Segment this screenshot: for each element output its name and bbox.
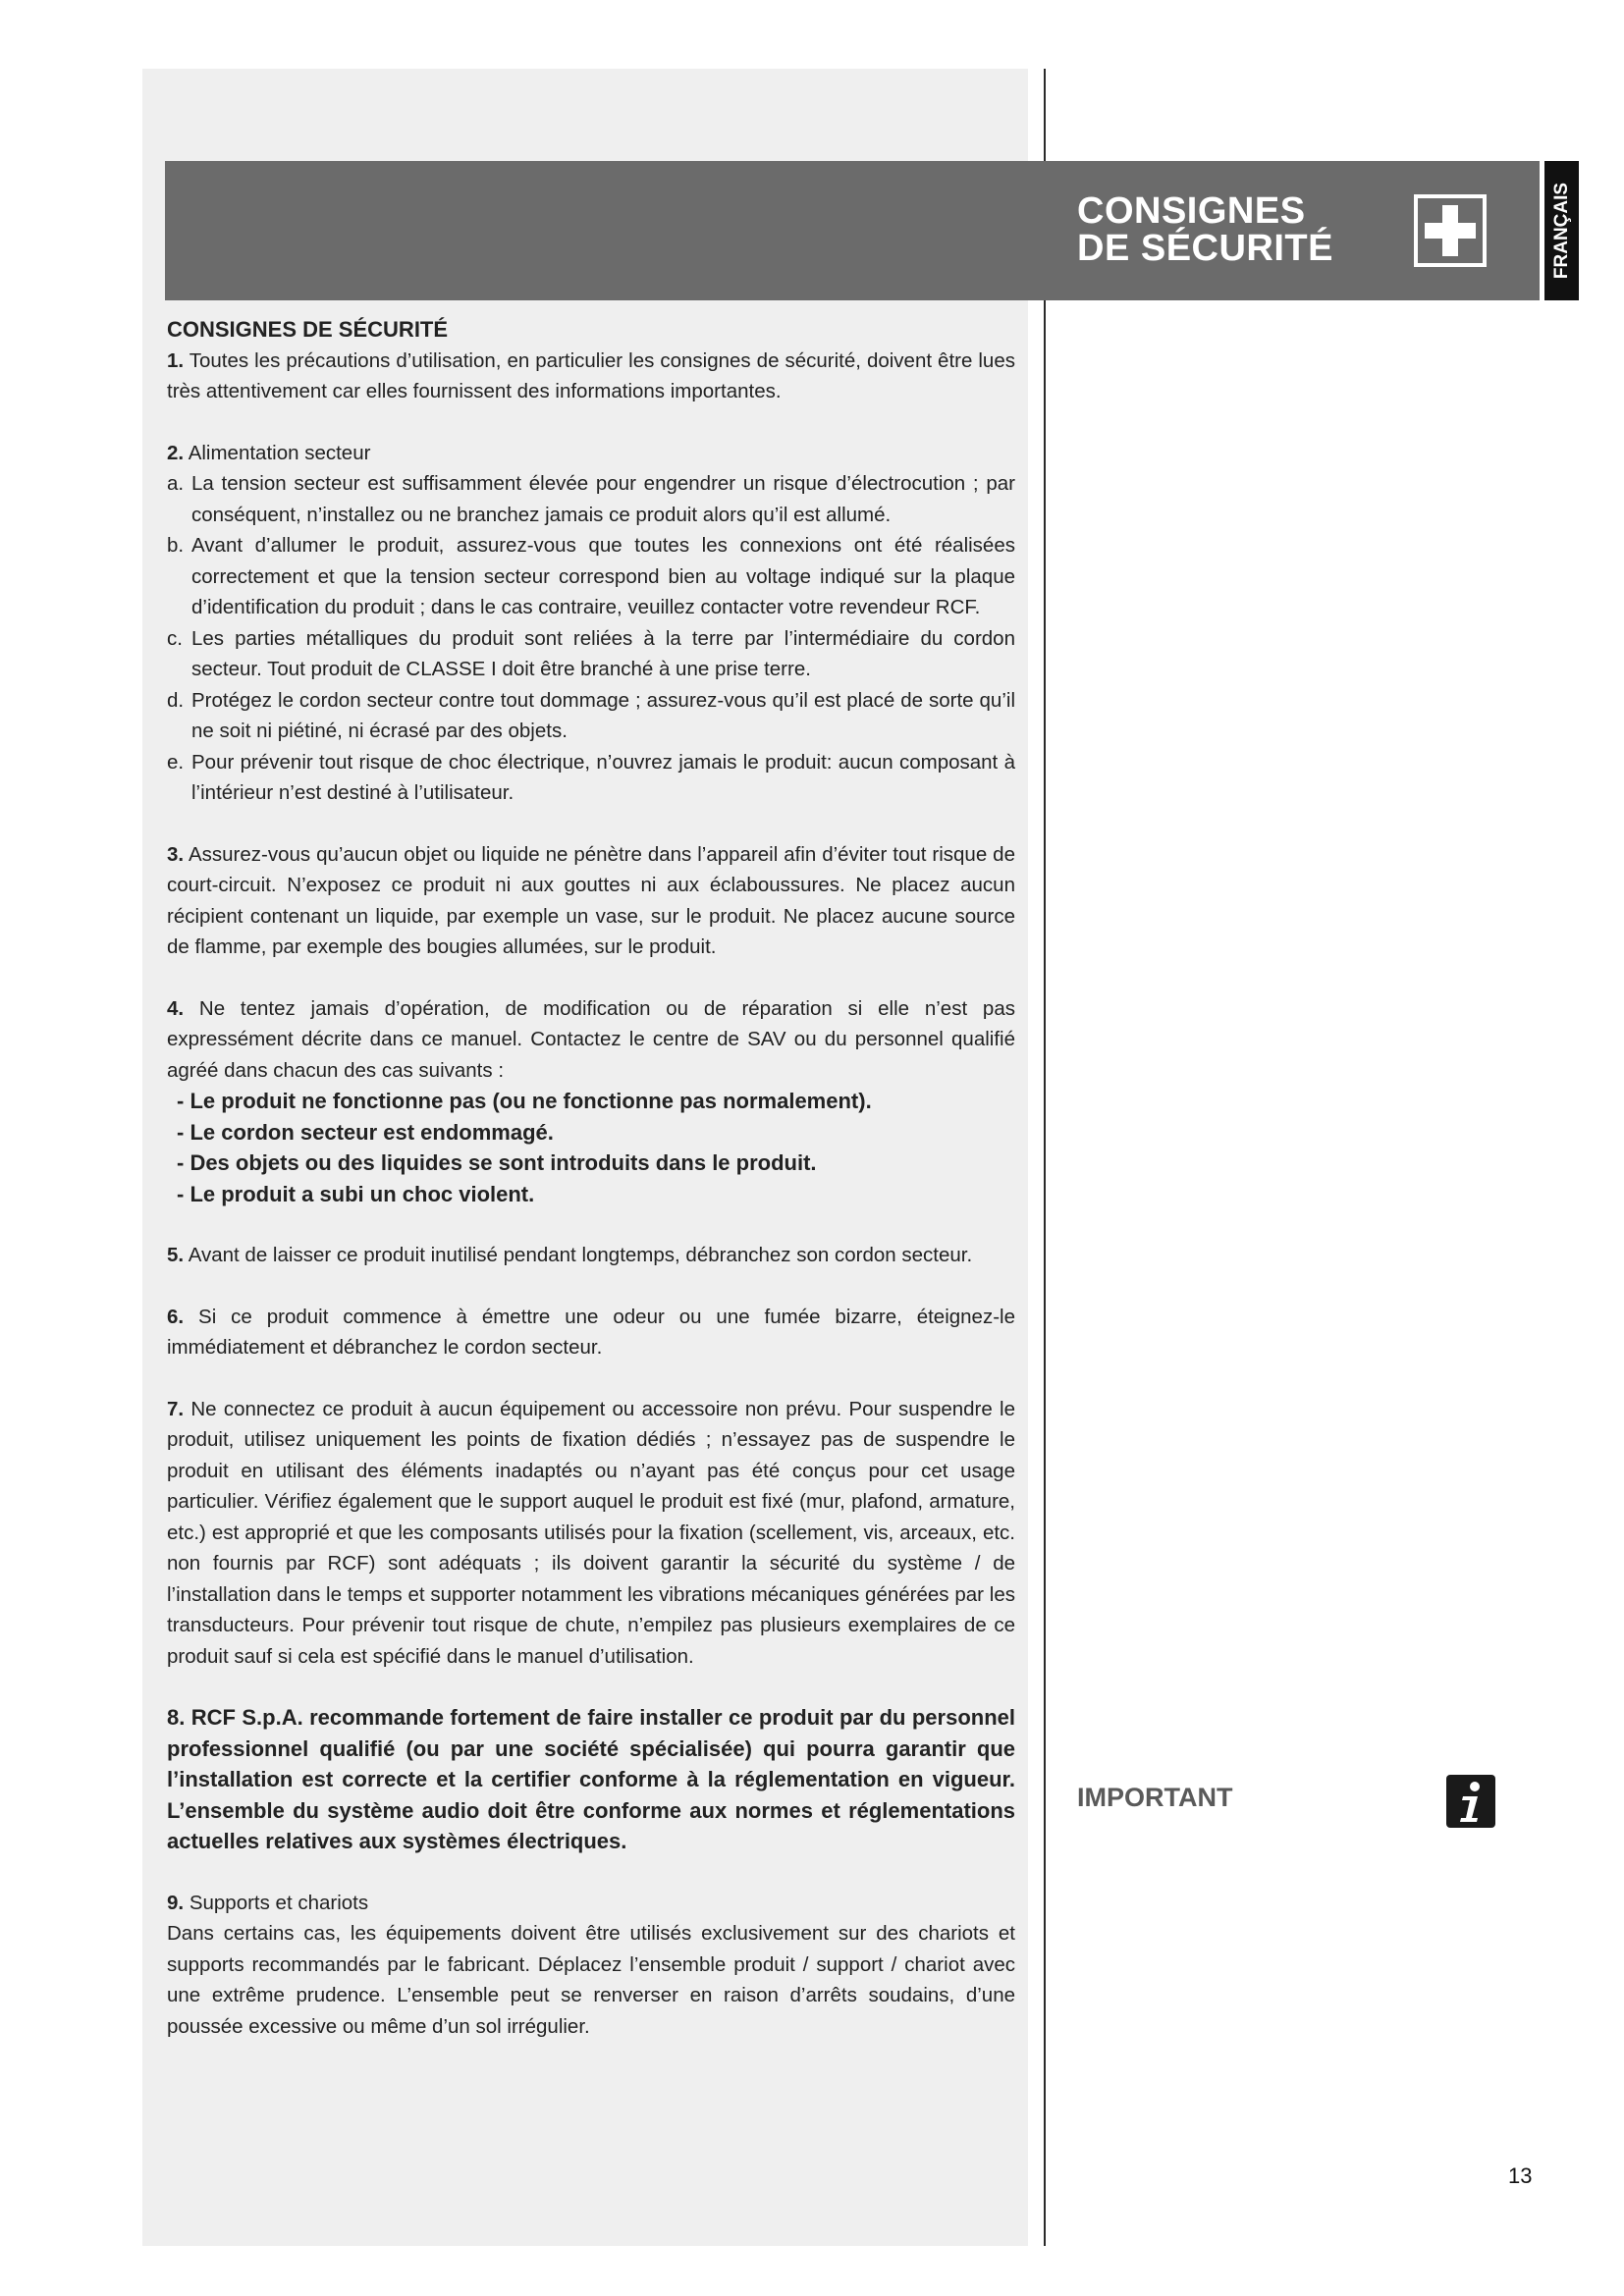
instruction-7: 7. Ne connectez ce produit à aucun équipement ou accessoire non prévu. Pour suspendre le produit, utilisez uniquement les points de fixation dédiés ; n’essayez pas de suspendre le produit en utilisant des éléments inadaptés ou n’ayant pas été conçus pour cet usage particulier. Vérifiez également que le support auquel le produit est fixé (mur, plafond, armature, etc.) est approprié et que les composants utilisés pour la fixation (scellement, vis, arceaux, etc. non fournis par RCF) sont adéquats ; ils doivent garantir la sécurité du système / de l’installation dans le temps et supporter notamment les vibrations mécaniques générées par les transducteurs. Pour prévenir tout risque de chute, n’empilez pas plusieurs exemplaires de ce produit sauf si cela est spécifié dans le manuel d’utilisation.: [167, 1397, 1015, 1668]
instruction-4-bullet-2: - Le cordon secteur est endommagé.: [177, 1119, 554, 1145]
section-title-line2: DE SÉCURITÉ: [1077, 228, 1333, 269]
instruction-2c: c. Les parties métalliques du produit sont reliées à la terre par l’intermédiaire du cordon secteur. Tout produit de CLASSE I doit être branché à une prise terre.: [167, 626, 1015, 680]
section-header-band: [165, 161, 1540, 300]
instruction-4-bullet-4: - Le produit a subi un choc violent.: [177, 1181, 535, 1206]
instruction-3: 3. Assurez-vous qu’aucun objet ou liquide ne pénètre dans l’appareil afin d’éviter tout risque de court-circuit. N’exposez ce produit ni aux gouttes ni aux éclaboussures. Ne placez aucun récipient contenant un liquide, par exemple un vase, sur le produit. Ne placez aucune source de flamme, par exemple des bougies allumées, sur le produit.: [167, 842, 1015, 958]
instruction-9-title: 9. Supports et chariots: [167, 1891, 369, 1914]
instruction-2d: d. Protégez le cordon secteur contre tout dommage ; assurez-vous qu’il est placé de sorte qu’il ne soit ni piétiné, ni écrasé par des objets.: [167, 688, 1015, 742]
instruction-2a: a. La tension secteur est suffisamment élevée pour engendrer un risque d’électrocution ; par conséquent, n’installez ou ne branchez jamais ce produit alors qu’il est allumé.: [167, 472, 1015, 526]
instruction-2e: e. Pour prévenir tout risque de choc électrique, n’ouvrez jamais le produit: aucun composant à l’intérieur n’est destiné à l’utilisateur.: [167, 750, 1015, 804]
instruction-6: 6. Si ce produit commence à émettre une odeur ou une fumée bizarre, éteignez-le immédiatement et débranchez le cordon secteur.: [167, 1305, 1015, 1359]
important-label: IMPORTANT: [1077, 1783, 1233, 1812]
instruction-1: 1. Toutes les précautions d’utilisation, en particulier les consignes de sécurité, doivent être lues très attentivement car elles fournissent des informations importantes.: [167, 348, 1015, 402]
language-tab: [1544, 161, 1579, 300]
instruction-4: 4. Ne tentez jamais d’opération, de modification ou de réparation si elle n’est pas expressément décrite dans ce manuel. Contactez le centre de SAV ou du personnel qualifié agréé dans chacun des cas suivants :: [167, 996, 1015, 1082]
first-aid-cross-icon: [1414, 194, 1487, 267]
instruction-2-title: 2. Alimentation secteur: [167, 441, 371, 464]
instruction-8: 8. RCF S.p.A. recommande fortement de faire installer ce produit par du personnel professionnel qualifié (ou par une société spécialisée) qui pourra garantir que l’installation est correcte et la certifier conforme à la réglementation en vigueur. L’ensemble du système audio doit être conforme aux normes et réglementations actuelles relatives aux systèmes électriques.: [167, 1705, 1015, 1853]
instruction-2b: b. Avant d’allumer le produit, assurez-vous que toutes les connexions ont été réalisées correctement et que la tension secteur correspond bien au voltage indiqué sur la plaque d’identification du produit ; dans le cas contraire, veuillez contacter votre revendeur RCF.: [167, 534, 1015, 618]
instruction-9: Dans certains cas, les équipements doivent être utilisés exclusivement sur des chariots et supports recommandés par le fabricant. Déplacez l’ensemble produit / support / chariot avec une extrême prudence. L’ensemble peut se renverser en raison d’arrêts soudains, d’une poussée excessive ou même d’un sol irrégulier.: [167, 1922, 1015, 2038]
instruction-4-bullet-3: - Des objets ou des liquides se sont introduits dans le produit.: [177, 1150, 817, 1175]
section-title: [1077, 192, 1332, 267]
page-number: 13: [1508, 2163, 1533, 2188]
section-title-line1: CONSIGNES: [1077, 190, 1306, 232]
column-divider: [1044, 69, 1046, 2246]
section-heading: CONSIGNES DE SÉCURITÉ: [167, 317, 449, 342]
instruction-4-bullet-1: - Le produit ne fonctionne pas (ou ne fonctionne pas normalement).: [177, 1089, 872, 1113]
info-icon: [1446, 1775, 1495, 1828]
instruction-5: 5. Avant de laisser ce produit inutilisé pendant longtemps, débranchez son cordon secteur.: [167, 1244, 973, 1266]
safety-instructions: [167, 314, 1015, 2042]
language-tab-label: FRANÇAIS: [1550, 182, 1572, 280]
